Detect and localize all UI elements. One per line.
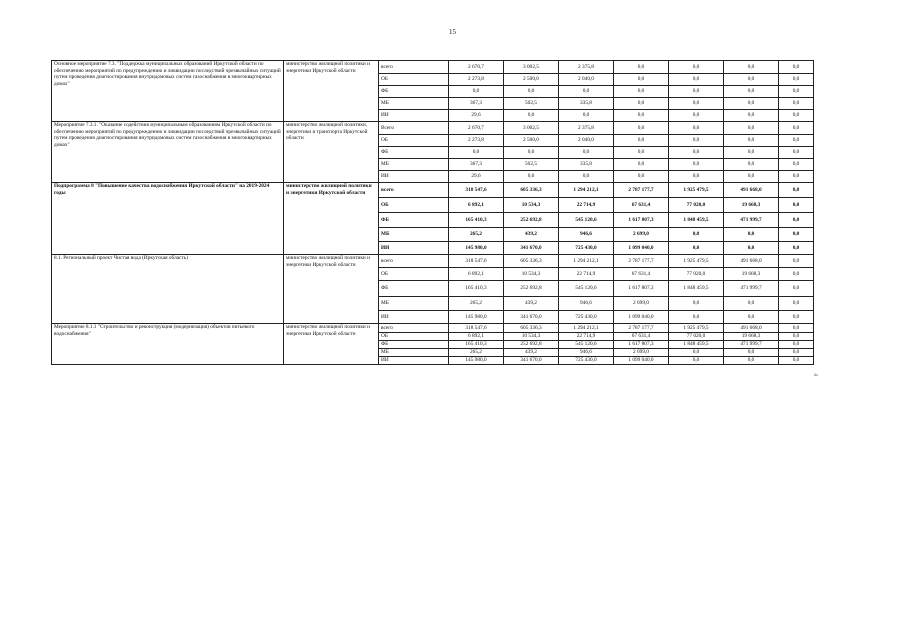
amount-cell: 22 714,9 <box>559 333 614 341</box>
amount-cell: 545 120,6 <box>559 213 614 228</box>
amount-cell: 1 099 040,0 <box>614 242 669 255</box>
amount-cell: 471 999,7 <box>724 213 779 228</box>
program-section <box>52 61 814 122</box>
amount-cell: 0,0 <box>779 86 814 98</box>
amount-cell: 0,0 <box>669 159 724 171</box>
amount-cell: 0,0 <box>724 349 779 357</box>
amount-cell: 946,6 <box>559 297 614 311</box>
amount-cell: 0,0 <box>779 183 814 198</box>
amount-cell: 2 375,8 <box>559 122 614 135</box>
amount-cell: 0,0 <box>724 228 779 242</box>
amount-cell: 1 617 807,3 <box>614 281 669 297</box>
amount-cell: 605 336,3 <box>504 324 559 333</box>
amount-cell: 0,0 <box>724 74 779 86</box>
amount-cell: 1 848 459,5 <box>669 281 724 297</box>
amount-cell: 0,0 <box>614 110 669 122</box>
amount-cell: 0,0 <box>779 268 814 281</box>
amount-cell: 22 714,9 <box>559 268 614 281</box>
amount-cell: 318 547,6 <box>449 183 504 198</box>
amount-cell: 0,0 <box>779 242 814 255</box>
amount-cell: 19 668,3 <box>724 333 779 341</box>
funding-source-cell: МБ <box>379 228 449 242</box>
amount-cell: 2 500,0 <box>504 74 559 86</box>
amount-cell: 145 980,0 <box>449 311 504 324</box>
amount-cell: 0,0 <box>559 110 614 122</box>
amount-cell: 0,0 <box>779 110 814 122</box>
amount-cell: 0,0 <box>779 341 814 349</box>
amount-cell: 0,0 <box>779 122 814 135</box>
amount-cell: 0,0 <box>669 242 724 255</box>
funding-source-cell: МБ <box>379 349 449 357</box>
amount-cell: 1 294 212,1 <box>559 183 614 198</box>
amount-cell: 0,0 <box>779 74 814 86</box>
amount-cell: 545 120,6 <box>559 341 614 349</box>
amount-cell: 165 410,3 <box>449 213 504 228</box>
amount-cell: 19 668,3 <box>724 198 779 213</box>
amount-cell: 0,0 <box>779 311 814 324</box>
amount-cell: 0,0 <box>779 333 814 341</box>
program-section <box>52 324 814 365</box>
amount-cell: 0,0 <box>669 171 724 183</box>
amount-cell: 0,0 <box>669 135 724 147</box>
executor-cell: министерство жилищной политики и энергетики Иркутской области <box>284 183 379 255</box>
amount-cell: 1 925 479,5 <box>669 324 724 333</box>
amount-cell: 471 999,7 <box>724 341 779 349</box>
amount-cell: 165 410,3 <box>449 341 504 349</box>
amount-cell: 725 430,0 <box>559 242 614 255</box>
program-name-cell: Основное мероприятие 7.3. "Поддержка муниципальных образований Иркутской области по обеспечению мероприятий по предупреждению и ликвидации последствий чрезвычайных ситуаций путем проведения диагностирования внутридомовых систем газоснабжения в многоквартирных домах" <box>52 61 284 122</box>
amount-cell: 0,0 <box>779 281 814 297</box>
amount-cell: 725 430,0 <box>559 311 614 324</box>
amount-cell: 0,0 <box>449 86 504 98</box>
program-section <box>52 183 814 255</box>
amount-cell: 0,0 <box>779 356 814 364</box>
amount-cell: 341 670,0 <box>504 356 559 364</box>
amount-cell: 145 980,0 <box>449 242 504 255</box>
amount-cell: 1 925 479,5 <box>669 183 724 198</box>
amount-cell: 605 336,3 <box>504 183 559 198</box>
amount-cell: 605 336,3 <box>504 255 559 268</box>
amount-cell: 19 668,3 <box>724 268 779 281</box>
amount-cell: 10 534,3 <box>504 333 559 341</box>
amount-cell: 0,0 <box>724 147 779 159</box>
amount-cell: 335,8 <box>559 159 614 171</box>
amount-cell: 0,0 <box>779 324 814 333</box>
funding-source-cell: ОБ <box>379 268 449 281</box>
funding-source-cell: МБ <box>379 297 449 311</box>
table-row <box>52 324 814 333</box>
amount-cell: 0,0 <box>504 147 559 159</box>
amount-cell: 0,0 <box>614 98 669 110</box>
amount-cell: 165 410,3 <box>449 281 504 297</box>
amount-cell: 0,0 <box>779 213 814 228</box>
amount-cell: 0,0 <box>669 74 724 86</box>
funding-source-cell: всего <box>379 324 449 333</box>
amount-cell: 1 848 459,5 <box>669 341 724 349</box>
amount-cell: 252 692,8 <box>504 341 559 349</box>
executor-cell: министерство жилищной политики, энергетики и транспорта Иркутской области <box>284 122 379 183</box>
amount-cell: 1 925 479,5 <box>669 255 724 268</box>
amount-cell: 0,0 <box>559 86 614 98</box>
program-name-cell: 8.1. Региональный проект Чистая вода (Иркутская область) <box>52 255 284 324</box>
amount-cell: 0,0 <box>724 122 779 135</box>
closing-quote-mark: ». <box>814 372 819 378</box>
amount-cell: 2 273,8 <box>449 74 504 86</box>
funding-source-cell: ФБ <box>379 281 449 297</box>
funding-source-cell: Всего <box>379 122 449 135</box>
amount-cell: 2 670,7 <box>449 122 504 135</box>
amount-cell: 0,0 <box>779 198 814 213</box>
amount-cell: 252 692,8 <box>504 281 559 297</box>
amount-cell: 0,0 <box>779 228 814 242</box>
amount-cell: 367,3 <box>449 159 504 171</box>
amount-cell: 491 668,0 <box>724 324 779 333</box>
funding-source-cell: ИИ <box>379 242 449 255</box>
funding-source-cell: всего <box>379 183 449 198</box>
amount-cell: 0,0 <box>614 147 669 159</box>
amount-cell: 2 787 177,7 <box>614 324 669 333</box>
funding-source-cell: ФБ <box>379 213 449 228</box>
amount-cell: 0,0 <box>779 61 814 74</box>
amount-cell: 1 099 040,0 <box>614 356 669 364</box>
amount-cell: 0,0 <box>779 135 814 147</box>
amount-cell: 0,0 <box>614 86 669 98</box>
funding-source-cell: ИИ <box>379 110 449 122</box>
funding-source-cell: ИИ <box>379 356 449 364</box>
funding-source-cell: ОБ <box>379 333 449 341</box>
amount-cell: 439,2 <box>504 297 559 311</box>
amount-cell: 1 848 459,5 <box>669 213 724 228</box>
amount-cell: 22 714,9 <box>559 198 614 213</box>
amount-cell: 0,0 <box>669 61 724 74</box>
amount-cell: 0,0 <box>669 311 724 324</box>
amount-cell: 67 631,4 <box>614 333 669 341</box>
amount-cell: 341 670,0 <box>504 242 559 255</box>
program-name-cell: Подпрограмма 8 "Повышение качества водоснабжения Иркутской области" на 2019-2024 годы <box>52 183 284 255</box>
executor-cell: министерство жилищной политики и энергетики Иркутской области <box>284 324 379 365</box>
funding-source-cell: ФБ <box>379 341 449 349</box>
amount-cell: 265,2 <box>449 349 504 357</box>
amount-cell: 1 294 212,1 <box>559 255 614 268</box>
amount-cell: 0,0 <box>669 110 724 122</box>
table-row <box>52 122 814 135</box>
amount-cell: 0,0 <box>779 98 814 110</box>
amount-cell: 367,3 <box>449 98 504 110</box>
amount-cell: 0,0 <box>669 349 724 357</box>
budget-table <box>51 60 814 365</box>
amount-cell: 2 699,0 <box>614 297 669 311</box>
amount-cell: 0,0 <box>779 159 814 171</box>
program-section <box>52 122 814 183</box>
amount-cell: 0,0 <box>724 171 779 183</box>
amount-cell: 318 547,6 <box>449 255 504 268</box>
amount-cell: 341 670,0 <box>504 311 559 324</box>
amount-cell: 0,0 <box>779 255 814 268</box>
amount-cell: 2 500,0 <box>504 135 559 147</box>
amount-cell: 6 892,1 <box>449 268 504 281</box>
amount-cell: 2 787 177,7 <box>614 255 669 268</box>
amount-cell: 77 020,0 <box>669 198 724 213</box>
amount-cell: 1 099 040,0 <box>614 311 669 324</box>
amount-cell: 2 670,7 <box>449 61 504 74</box>
amount-cell: 725 430,0 <box>559 356 614 364</box>
table-row <box>52 255 814 268</box>
amount-cell: 0,0 <box>779 171 814 183</box>
funding-source-cell: МБ <box>379 159 449 171</box>
funding-source-cell: ОБ <box>379 198 449 213</box>
amount-cell: 0,0 <box>614 159 669 171</box>
amount-cell: 77 020,0 <box>669 268 724 281</box>
amount-cell: 0,0 <box>724 242 779 255</box>
amount-cell: 0,0 <box>724 110 779 122</box>
amount-cell: 265,2 <box>449 297 504 311</box>
amount-cell: 0,0 <box>779 297 814 311</box>
amount-cell: 335,8 <box>559 98 614 110</box>
amount-cell: 252 692,8 <box>504 213 559 228</box>
amount-cell: 0,0 <box>724 61 779 74</box>
program-section <box>52 255 814 324</box>
amount-cell: 545 120,6 <box>559 281 614 297</box>
amount-cell: 1 617 807,3 <box>614 341 669 349</box>
amount-cell: 491 668,0 <box>724 183 779 198</box>
amount-cell: 0,0 <box>724 86 779 98</box>
amount-cell: 2 699,0 <box>614 349 669 357</box>
amount-cell: 6 892,1 <box>449 333 504 341</box>
amount-cell: 0,0 <box>669 147 724 159</box>
funding-source-cell: ОБ <box>379 135 449 147</box>
amount-cell: 0,0 <box>669 356 724 364</box>
amount-cell: 0,0 <box>614 171 669 183</box>
amount-cell: 1 294 212,1 <box>559 324 614 333</box>
executor-cell: министерство жилищной политики и энергетики Иркутской области <box>284 255 379 324</box>
amount-cell: 946,6 <box>559 228 614 242</box>
amount-cell: 946,6 <box>559 349 614 357</box>
amount-cell: 0,0 <box>559 147 614 159</box>
amount-cell: 29,6 <box>449 171 504 183</box>
page-number: 15 <box>449 28 456 36</box>
amount-cell: 0,0 <box>669 297 724 311</box>
amount-cell: 471 999,7 <box>724 281 779 297</box>
amount-cell: 10 534,3 <box>504 198 559 213</box>
amount-cell: 0,0 <box>669 228 724 242</box>
amount-cell: 3 002,5 <box>504 122 559 135</box>
program-name-cell: Мероприятие 8.1.1 "Строительство и реконструкция (модернизация) объектов питьевого водоснабжения" <box>52 324 284 365</box>
executor-cell: министерство жилищной политики и энергетики Иркутской области <box>284 61 379 122</box>
amount-cell: 0,0 <box>504 171 559 183</box>
amount-cell: 2 273,8 <box>449 135 504 147</box>
amount-cell: 2 040,0 <box>559 135 614 147</box>
amount-cell: 0,0 <box>724 356 779 364</box>
funding-source-cell: ИИ <box>379 311 449 324</box>
amount-cell: 0,0 <box>724 159 779 171</box>
amount-cell: 0,0 <box>724 311 779 324</box>
amount-cell: 502,5 <box>504 159 559 171</box>
amount-cell: 1 617 807,3 <box>614 213 669 228</box>
amount-cell: 2 375,8 <box>559 61 614 74</box>
amount-cell: 265,2 <box>449 228 504 242</box>
amount-cell: 491 668,0 <box>724 255 779 268</box>
amount-cell: 0,0 <box>504 86 559 98</box>
amount-cell: 439,2 <box>504 349 559 357</box>
amount-cell: 67 631,4 <box>614 268 669 281</box>
funding-source-cell: ОБ <box>379 74 449 86</box>
amount-cell: 2 787 177,7 <box>614 183 669 198</box>
amount-cell: 29,6 <box>449 110 504 122</box>
amount-cell: 0,0 <box>669 86 724 98</box>
amount-cell: 0,0 <box>724 297 779 311</box>
amount-cell: 0,0 <box>614 135 669 147</box>
program-name-cell: Мероприятие 7.3.1. "Оказание содействия муниципальным образованиям Иркутской области по обеспечению мероприятий по предупреждению и ликвидации последствий чрезвычайных ситуаций путем проведения диагностирования внутридомовых систем газоснабжения в многоквартирных домах" <box>52 122 284 183</box>
funding-source-cell: всего <box>379 255 449 268</box>
amount-cell: 0,0 <box>614 61 669 74</box>
amount-cell: 2 040,0 <box>559 74 614 86</box>
amount-cell: 10 534,3 <box>504 268 559 281</box>
amount-cell: 0,0 <box>614 122 669 135</box>
funding-source-cell: ФБ <box>379 147 449 159</box>
amount-cell: 2 699,0 <box>614 228 669 242</box>
funding-source-cell: МБ <box>379 98 449 110</box>
amount-cell: 0,0 <box>504 110 559 122</box>
amount-cell: 0,0 <box>559 171 614 183</box>
amount-cell: 67 631,4 <box>614 198 669 213</box>
funding-source-cell: всего <box>379 61 449 74</box>
table-row <box>52 61 814 74</box>
amount-cell: 0,0 <box>614 74 669 86</box>
amount-cell: 0,0 <box>669 98 724 110</box>
funding-source-cell: ИИ <box>379 171 449 183</box>
amount-cell: 6 892,1 <box>449 198 504 213</box>
amount-cell: 0,0 <box>449 147 504 159</box>
funding-source-cell: ФБ <box>379 86 449 98</box>
table-row <box>52 183 814 198</box>
amount-cell: 0,0 <box>669 122 724 135</box>
amount-cell: 0,0 <box>724 98 779 110</box>
amount-cell: 502,5 <box>504 98 559 110</box>
amount-cell: 0,0 <box>779 349 814 357</box>
amount-cell: 0,0 <box>724 135 779 147</box>
amount-cell: 145 980,0 <box>449 356 504 364</box>
amount-cell: 3 002,5 <box>504 61 559 74</box>
amount-cell: 439,2 <box>504 228 559 242</box>
amount-cell: 0,0 <box>779 147 814 159</box>
amount-cell: 77 020,0 <box>669 333 724 341</box>
amount-cell: 318 547,6 <box>449 324 504 333</box>
